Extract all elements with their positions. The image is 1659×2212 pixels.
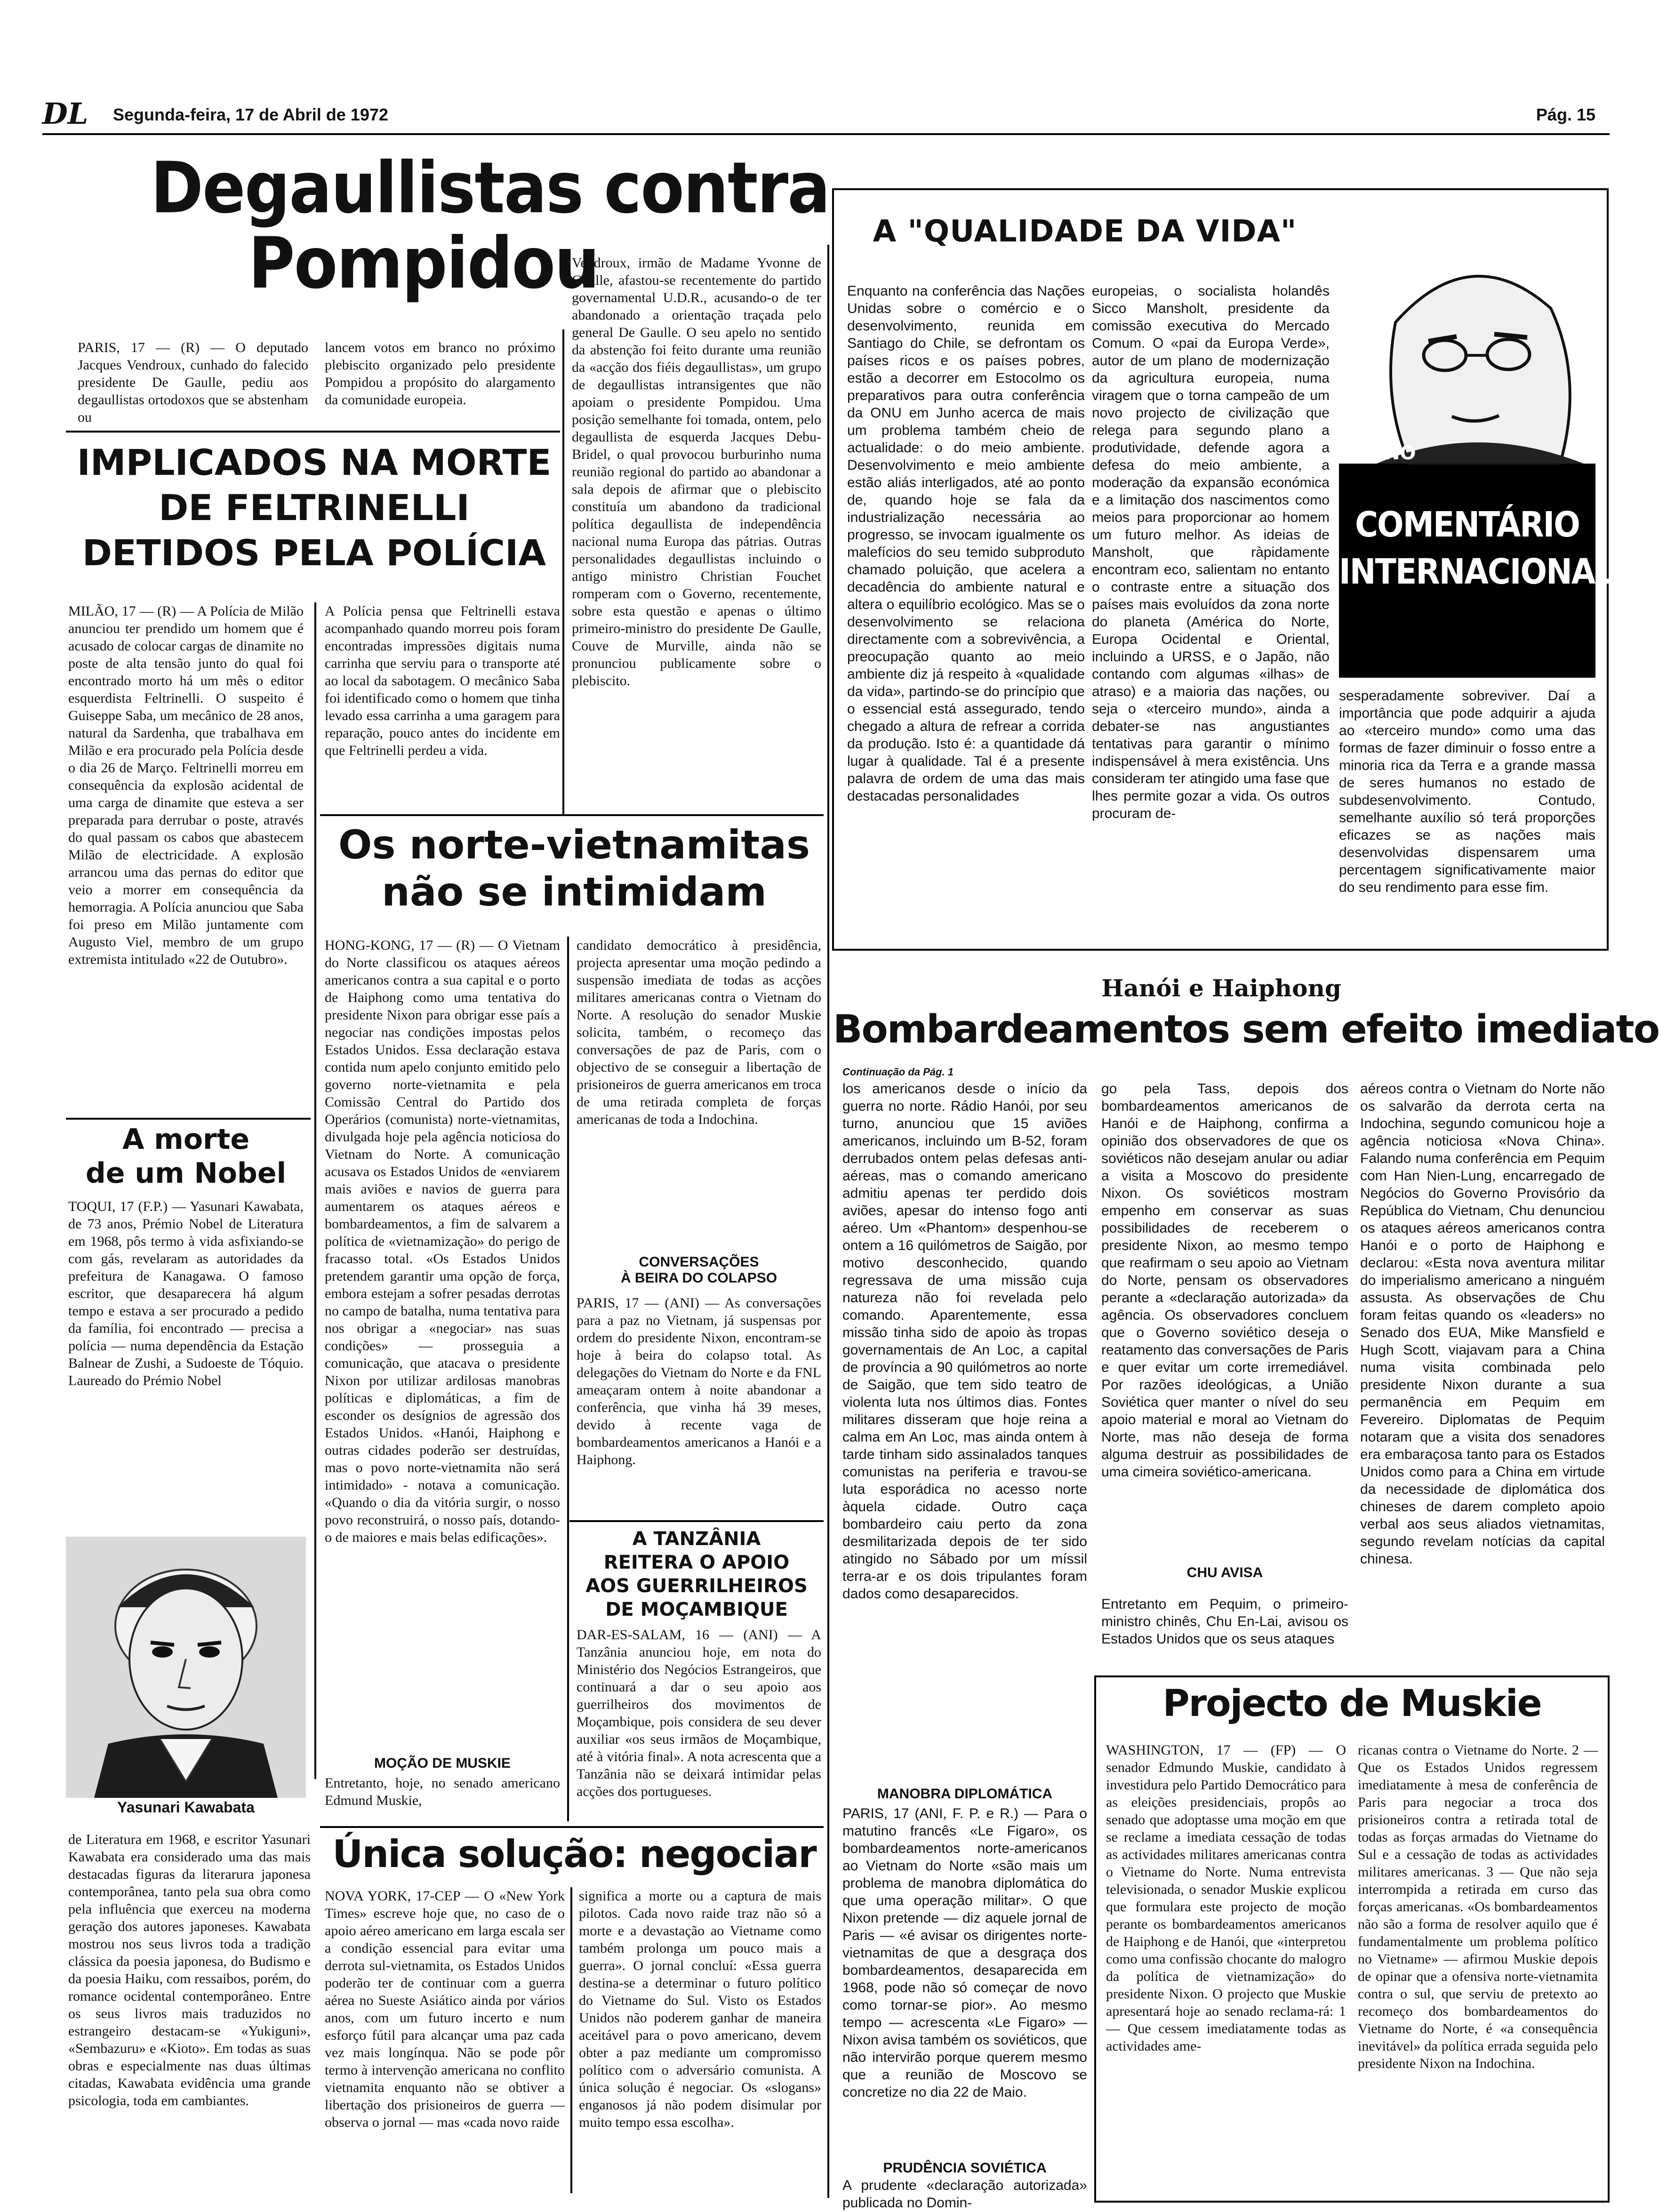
qualidade-col2: europeias, o socialista holandês Sicco Mansholt, presidente da comissão executiva do Mercado Comum. O «pai da Europa Verde», autor de um plano de modernização da agricultura europeia, numa viragem que o torna campeão de um novo projecto de civilização que relega para segundo plano a produtividade, defende agora a defesa do meio ambiente, a moderação da expansão económica e a limitação dos nascimentos como meios para proporcionar ao homem um futuro melhor. As ideias de Mansholt, que ràpidamente encontram eco, salientam no entanto o contraste entre a situação dos países mais evoluídos da zona norte do planeta (América do Norte, Europa Ocidental e Oriental, incluindo a URSS, e o Japão, não contando com algumas «ilhas» de atraso) e a maioria das nações, ou seja o «terceiro mundo», ainda a debater-se nas angustiantes tentativas para garantir o mínimo indispensável à mera existência. Uns consideram ter atingido uma fase que lhes permite gozar a vida. Os outros procuram de- <box>1092 283 1330 821</box>
hanoi-col2: go pela Tass, depois dos bombardeamentos americanos de Hanói e de Haiphong, confirma a opinião dos observadores de que os soviéticos não desejam anular ou adiar a visita a Moscovo do presidente Nixon. Os soviéticos mostram empenho em conservar as suas possibilidades de receberem o presidente Nixon, ao mesmo tempo que reafirmam o seu apoio ao Vietnam do Norte, pensam os observadores perante a «declaração autorizada» da agência. Os observadores concluem que o Governo soviético deseja o reatamento das conversações de Paris e quer evitar um corte irremediável. Por razões ideológicas, a União Soviética quer manter o nível do seu apoio material e moral ao Vietnam do Norte, mas não deseja de forma alguma destruir as possibilidades de uma cimeira soviético-americana. <box>1101 1081 1348 1480</box>
qualidade-col1: Enquanto na conferência das Nações Unidas sobre o comércio e o desenvolvimento, reunida em Santiago do Chile, se defrontam os países ricos e os países pobres, estão a decorrer em Estocolmo os preparativos para outra conferência da ONU em Junho acerca de mais um problema também cheio de actualidade: o do meio ambiente. Desenvolvimento e meio ambiente estão aliás interligados, até ao ponto de, quando hoje se fala da industrialização necessária ao progresso, se invocam igualmente os malefícios do seu temido subproduto chamado poluição, que acelera a decadência do ambiente natural e altera o equilíbrio ecológico. Mas se o desenvolvimento se relaciona directamente com a sobrevivência, a preocupação quanto ao meio ambiente diz já respeito à «qualidade da vida», partindo-se do princípio que o essencial está assegurado, tendo chegado a altura de refrear a corrida da produção. Isto é: a quantidade dá lugar à qualidade. Tal é a presente palavra de ordem de uma das mais destacadas personalidades <box>847 283 1085 804</box>
section-rule <box>569 1520 824 1522</box>
column-rule <box>562 329 564 814</box>
feltrinelli-title <box>66 440 562 576</box>
subhead-conversacoes <box>577 1254 821 1286</box>
hanoi-title: Bombardeamentos sem efeito imediato <box>833 1007 1659 1052</box>
section-rule <box>66 431 560 433</box>
column-label-line2: INTERNACIONAL <box>1339 552 1614 592</box>
newspaper-logo: DL <box>42 96 88 131</box>
comentario-photo <box>1339 200 1614 678</box>
column-author: NUNO <box>1353 442 1416 464</box>
nobel-title <box>68 1122 304 1190</box>
subhead-prudencia: PRUDÊNCIA SOVIÉTICA <box>883 2160 1047 2176</box>
degaullistas-title-line1: Degaullistas contra <box>151 147 830 229</box>
nortevietnamitas-title-line2: não se intimidam <box>382 869 767 915</box>
hanoi-col3: aéreos contra o Vietnam do Norte não os salvarão da derrota certa na Indochina, segundo comunicou hoje a agência noticiosa «Nova China». Falando numa conferência em Pequim com Han Nien-Lung, encarregado de Negócios do Governo Provisório da República do Vietnam, Chu denunciou os ataques aéreos americanos contra Hanói e o porto de Haiphong e declarou: «Esta nova aventura militar do imperialismo americano a ninguém assusta. As observações de Chu foram feitas quando os «leaders» no Senado dos EUA, Mike Mansfield e Hugh Scott, viajavam para a China numa visita combinada pelo presidente Nixon durante a sua permanência em Pequim em Fevereiro. Diplomatas de Pequim notaram que a visita dos senadores era embaraçosa tanto para os Estados Unidos como para a China em virtude da necessidade de diplomática dos chineses de darem completo apoio verbal aos seus aliados vietnamitas, segundo revelam notícias da capital chinesa. <box>1360 1081 1605 1567</box>
feltrinelli-col2: A Polícia pensa que Feltrinelli estava acompanhado quando morreu pois foram encontradas impressões digitais numa carrinha que serviu para o transporte até ao local da sabotagem. O mecânico Saba foi identificado como o homem que tinha levado essa carrinha a uma garagem para reparação, pouco antes do incidente em que Feltrinelli perdeu a vida. <box>325 603 560 758</box>
feltrinelli-col1: MILÃO, 17 — (R) — A Polícia de Milão anunciou ter prendido um homem que é acusado de colocar cargas de dinamite no poste de alta tensão junto do qual foi encontrado morto há um mês o editor esquerdista Feltrinelli. O suspeito é Guiseppe Saba, um mecânico de 28 anos, natural da Sardenha, que trabalhava em Milão e era procurado pela Polícia desde o dia 26 de Março. Feltrinelli morreu em consequência da explosão acidental de uma carga de dinamite que esteva a ser preparada para derrubar o poste, através do qual passam os cabos que abastecem Milão de electricidade. A explosão arrancou uma das pernas do editor que veio a morrer em consequência da hemorragia. A Polícia anunciou que Saba foi preso em Milão juntamente com Augusto Viel, membro de um grupo extremista intitulado «22 de Outubro». <box>68 603 304 967</box>
hanoi-col1c: A prudente «declaração autorizada» publicada no Domin- <box>842 2178 1087 2211</box>
degaullistas-col1: PARIS, 17 — (R) — O deputado Jacques Vendroux, cunhado do falecido presidente De Gaulle, pediu aos degaullistas ortodoxos que se abstenham ou <box>78 340 308 425</box>
hanoi-col1: los americanos desde o início da guerra no norte. Rádio Hanói, por seu turno, anunciou que 15 aviões americanos, incluindo um B-52, foram derrubados ontem pelas defesas anti-aéreas, mas o comando americano admitiu apenas ter perdido dois aviões, apesar do intenso fogo anti aéreo. Um «Phantom» despenhou-se ontem a 16 quilómetros de Saigão, por motivo desconhecido, quando regressava de uma missão cuja natureza não foi revelada pelo comando. Aparentemente, essa missão tinha sido de apoio às tropas governamentais de An Loc, a capital de província a 90 quilómetros ao norte de Saigão, que tem sido teatro de violenta luta nos últimos dias. Fontes militares disseram que hoje reina a calma em An Loc, mas ainda ontem à tarde tinham sido assinalados tanques comunistas na periferia e travou-se luta esporádica no acesso norte àquela cidade. Outro caça bombardeiro caiu perto da zona desmilitarizada depois de ter sido atingido no Sábado por um míssil terra-ar e os dois tripulantes foram dados como desaparecidos. <box>842 1081 1087 1602</box>
unica-col2: significa a morte ou a captura de mais pilotos. Cada novo raide traz não só a morte e a devastação ao Vietname como também prolonga um pouco mais a guerra». O jornal concluí: «Essa guerra destina-se a determinar o futuro político do Vietname do Sul. Visto os Estados Unidos não poderem ganhar de maneira aceitável para o povo americano, devem obter a paz mediante um compromisso político com o adversário comunista. A única solução é negociar. Os «slogans» enganosos já não podem disimular por muito tempo essa escolha». <box>579 1888 821 2130</box>
tanzania-title-line1: A TANZÂNIA <box>632 1528 761 1550</box>
feltrinelli-title-line1: IMPLICADOS NA MORTE <box>77 441 552 483</box>
column-rule <box>827 245 829 2198</box>
portrait-illustration <box>66 1537 306 1798</box>
commentator-portrait <box>1339 200 1614 678</box>
hanoi-col1b: PARIS, 17 (ANI, F. P. e R.) — Para o matutino francês «Le Figaro», os bombardeamentos norte-americanos ao Vietnam do Norte «são mais um problema de manobra diplomática do que uma operação militar». O que Nixon pretende — diz aquele jornal de Paris — «é avisar os dirigentes norte-vietnamitas de que a desgraça dos bombardeamentos, desaparecida em 1968, pode não só começar de novo como tornar-se pior». Ao mesmo tempo — acrescenta «Le Figaro» — Nixon avisa também os soviéticos, que não intervirão porque querem mesmo que a reunião de Moscovo se concretize no dia 22 de Maio. <box>842 1806 1087 2100</box>
muskie-col1: WASHINGTON, 17 — (FP) — O senador Edmundo Muskie, candidato à investidura pelo Partido Democrático para as eleições presidenciais, propôs ao senado que adoptasse uma moção em que se reclame a imediata cessação de todas as actividades militares americanas contra o Vietname do Norte. Numa entrevista televisionada, o senador Muskie explicou que formulara este projecto de moção perante os bombardeamentos americanos de Haiphong e de Hanói, que «interpretou como uma confissão chocante do malogro da política de vietnamização» do presidente Nixon. O projecto que Muskie apresentará hoje ao senado reclama-rá: 1 — Que cessem imediatamente todas as actividades ame- <box>1106 1742 1346 2054</box>
kawabata-caption: Yasunari Kawabata <box>117 1799 255 1816</box>
muskie-col2: ricanas contra o Vietname do Norte. 2 — Que os Estados Unidos regressem imediatamente à mesa de conferência de Paris para negociar a troca dos prisioneiros contra a retirada total de todas as forças armadas do Vietname do Sul e a cessação de todas as actividades militares americanas. 3 — Que não seja interrompida a retirada em curso das forças americanas. «Os bombardeamentos não são a forma de resolver aquilo que é fundamentalmente um problema político no Vietname» — afirmou Muskie depois de opinar que a ofensiva norte-vietnamita contra o sul, que serviu de pretexto ao recomeço dos bombardeamentos do Vietname do Norte, é «a consequência inevitável» da política errada seguida pelo presidente Nixon na Indochina. <box>1358 1742 1598 2071</box>
nobel-continuation: de Literatura em 1968, e escritor Yasunari Kawabata era considerado uma das mais destacadas figuras da literarura japonesa contemporânea, tanto pela sua obra como pela influência que exerceu na moderna geração dos autores japoneses. Kawabata mostrou nos seus livros toda a tradição clássica da poesia japonesa, do Budismo e da poesia Haiku, com ressaibos, porém, do romance ocidental contemporâneo. Entre os seus livros mais traduzidos no estrangeiro destacam-se «Yukiguni», «Sembazuru» e «Kioto». Em todas as suas obras e especialmente nas duas últimas citadas, Kawabata evidência uma grande psicologia, toda em cambiantes. <box>68 1832 311 2108</box>
masthead-date: Segunda-feira, 17 de Abril de 1972 <box>113 105 388 124</box>
kawabata-photo <box>66 1537 306 1798</box>
masthead <box>42 96 1595 131</box>
tanzania-title-line2: REITERA O APOIO <box>603 1552 790 1573</box>
nortevietnamitas-col1: HONG-KONG, 17 — (R) — O Vietnam do Norte classificou os ataques aéreos americanos contra a sua capital e o porto de Haiphong como uma tentativa do presidente Nixon para obrigar esse país a negociar nas condições impostas pelos Estados Unidos. Essa declaração estava contida num apelo conjunto emitido pelo governo norte-vietnamita e pela Comissão Central do Partido dos Operários (comunista) norte-vietnamitas, divulgada hoje pela agência noticiosa do Vietnam do Norte. A comunicação acusava os Estados Unidos de «enviarem mais aviões e navios de guerra para aumentarem os ataques aéreos e bombardeamentos, a fim de salvarem a política de «vietnamização» do perigo de fracasso total. «Os Estados Unidos pretendem garantir uma opção de força, embora estejam a sofrer pesadas derrotas no campo de batalha, numa tentativa para nos obrigar a «negociar» nas suas condições» — prosseguia a comunicação, que atacava o presidente Nixon por utilizar ardilosas manobras políticas e diplomáticas, a fim de esconder os desígnios de agressão dos Estados Unidos. «Hanói, Haiphong e outras cidades poderão ser destruídas, mas o povo norte-vietnamita não será intimidado» - notava a comunicação. «Quando o dia da vitória surgir, o nosso povo reconstruirá, o nosso país, dotando-o de maiores e mais belas edificações». <box>325 938 560 1545</box>
nortevietnamitas-col2b: PARIS, 17 — (ANI) — As conversações para a paz no Vietnam, já suspensas por ordem do presidente Nixon, encontram-se hoje à beira do colapso total. As delegações do Vietnam do Norte e da FNL ameaçaram ontem à noite abandonar a conferência, que vinha há 39 meses, devido à recente vaga de bombardeamentos americanos a Hanói e a Haiphong. <box>577 1295 821 1467</box>
nobel-title-line2: de um Nobel <box>85 1157 287 1190</box>
column-label <box>1339 501 1614 595</box>
degaullistas-title-line2: Pompidou <box>248 223 599 305</box>
hanoi-col2b: Entretanto em Pequim, o primeiro-ministro chinês, Chu En-Lai, avisou os Estados Unidos que os seus ataques <box>1101 1596 1348 1647</box>
nobel-title-line1: A morte <box>122 1123 250 1156</box>
subhead-conversacoes-line1: CONVERSAÇÕES <box>639 1254 759 1270</box>
subhead-chu-avisa: CHU AVISA <box>1186 1565 1263 1580</box>
feltrinelli-title-line2: DE FELTRINELLI <box>159 487 470 529</box>
tanzania-body: DAR-ES-SALAM, 16 — (ANI) — A Tanzânia anunciou hoje, em nota do Ministério dos Negócios Estrangeiros, que continuará a dar o seu apoio aos guerrilheiros dos movimentos de Moçambique, pois considera de seu dever auxiliar «os seus irmãos de Moçambique, até à vitória final». A nota acrescenta que a Tanzânia não se deixará intimidar pelas acções dos portugueses. <box>577 1627 821 1799</box>
subhead-conversacoes-line2: À BEIRA DO COLAPSO <box>620 1270 777 1286</box>
column-label-line1: COMENTÁRIO <box>1355 505 1579 545</box>
qualidade-col3: sesperadamente sobreviver. Daí a importância que pode adquirir a ajuda ao «terceiro mundo» como uma das formas de fazer diminuir o fosso entre a minoria rica da Terra e a grande massa de seres humanos no estado de subdesenvolvimento. Contudo, semelhante auxílio só terá proporções eficazes se as nações mais desenvolvidas dispensarem uma percentagem significativamente maior do seu rendimento para esse fim. <box>1339 688 1595 895</box>
nortevietnamitas-title-line1: Os norte-vietnamitas <box>338 822 810 868</box>
nortevietnamitas-col1-end: Entretanto, hoje, no senado americano Edmund Muskie, <box>325 1775 560 1808</box>
unica-col1: NOVA YORK, 17-CEP — O «New York Times» escreve hoje que, no caso de o apoio aéreo americano em larga escala ser a condição essencial para evitar uma derrota sul-vietnamita, os Estados Unidos poderão ter de continuar com a guerra aérea no Sueste Asiático ainda por vários anos, com um futuro incerto e num esforço fútil para alcançar uma paz cada vez mais longínqua. Não se pode pôr termo à intervenção americana no conflito vietnamita enquanto não se obtiver a libertação dos prisioneiros de guerra — observa o jornal — mas «cada novo raide <box>325 1888 565 2130</box>
masthead-rule <box>42 133 1610 135</box>
page-number: Pág. 15 <box>1536 105 1595 124</box>
hanoi-continuation: Continuação da Pág. 1 <box>842 1066 954 1078</box>
tanzania-title-line4: DE MOÇAMBIQUE <box>605 1599 788 1620</box>
column-rule <box>570 1887 572 2193</box>
subhead-mocao-muskie: MOÇÃO DE MUSKIE <box>374 1755 511 1771</box>
section-rule <box>66 1118 311 1120</box>
column-rule <box>314 602 316 1779</box>
section-rule <box>320 1826 824 1828</box>
degaullistas-col3: Vendroux, irmão de Madame Yvonne de Gaulle, afastou-se recentemente do partido governamental U.D.R., acusando-o de ter abandonado a orientação traçada pelo general De Gaulle. O seu apelo no sentido da abstenção foi feito durante uma reunião da «acção dos fiéis degaullistas», um grupo de degaullistas intransigentes que não apoiam o presidente Pompidou. Uma posição semelhante foi tomada, ontem, pelo degaullista de esquerda Jacques Debu-Bridel, o qual provocou burburinho numa reunião regional do partido ao abandonar a sala depois de afirmar que o plebiscito constituía um abandono da tradicional política degaullista de independência nacional numa Europa das pátrias. Outras personalidades degaullistas incluindo o antigo ministro Christian Fouchet romperam com o Governo, recentemente, sobre esta questão e apenas o último primeiro-ministro do presidente De Gaulle, Couve de Murville, ainda não se pronunciou publicamente sobre o plebiscito. <box>572 255 821 689</box>
tanzania-title <box>572 1527 821 1621</box>
subhead-manobra: MANOBRA DIPLOMÁTICA <box>877 1786 1053 1802</box>
column-rule <box>567 937 569 1821</box>
hanoi-kicker: Hanói e Haiphong <box>1101 974 1341 1002</box>
degaullistas-col2: lancem votos em branco no próximo plebiscito organizado pelo presidente Pompidou a propósito do alargamento da comunidade europeia. <box>325 340 555 408</box>
nobel-body: TOQUI, 17 (F.P.) — Yasunari Kawabata, de 73 anos, Prémio Nobel de Literatura em 1968, pôs termo à vida asfixiando-se com gás, revelaram as autoridades da prefeitura de Kanagawa. O famoso escritor, que desaparecera há algum tempo e estava a ser procurado a pedido da família, foi encontrado — precisa a polícia — numa dependência da Estação Balnear de Zushi, a Sudoeste de Tóquio. Laureado do Prémio Nobel <box>68 1199 304 1388</box>
section-rule <box>320 814 824 816</box>
nortevietnamitas-title <box>325 821 824 915</box>
feltrinelli-title-line3: DETIDOS PELA POLÍCIA <box>82 532 546 574</box>
muskie-title: Projecto de Muskie <box>1162 1683 1541 1725</box>
tanzania-title-line3: AOS GUERRILHEIROS <box>585 1575 808 1597</box>
nortevietnamitas-col2: candidato democrático à presidência, projecta apresentar uma moção pedindo a suspensão imediata de todas as acções militares americanas contra o Vietnam do Norte. A resolução do senador Muskie solicita, também, o recomeço das conversações de paz de Paris, com o objectivo de se conseguir a libertação de prisioneiros de guerra americanos em troca de uma retirada completa de forças americanas de toda a Indochina. <box>577 938 821 1127</box>
unica-title: Única solução: negociar <box>332 1832 816 1876</box>
qualidade-title: A "QUALIDADE DA VIDA" <box>873 214 1297 249</box>
